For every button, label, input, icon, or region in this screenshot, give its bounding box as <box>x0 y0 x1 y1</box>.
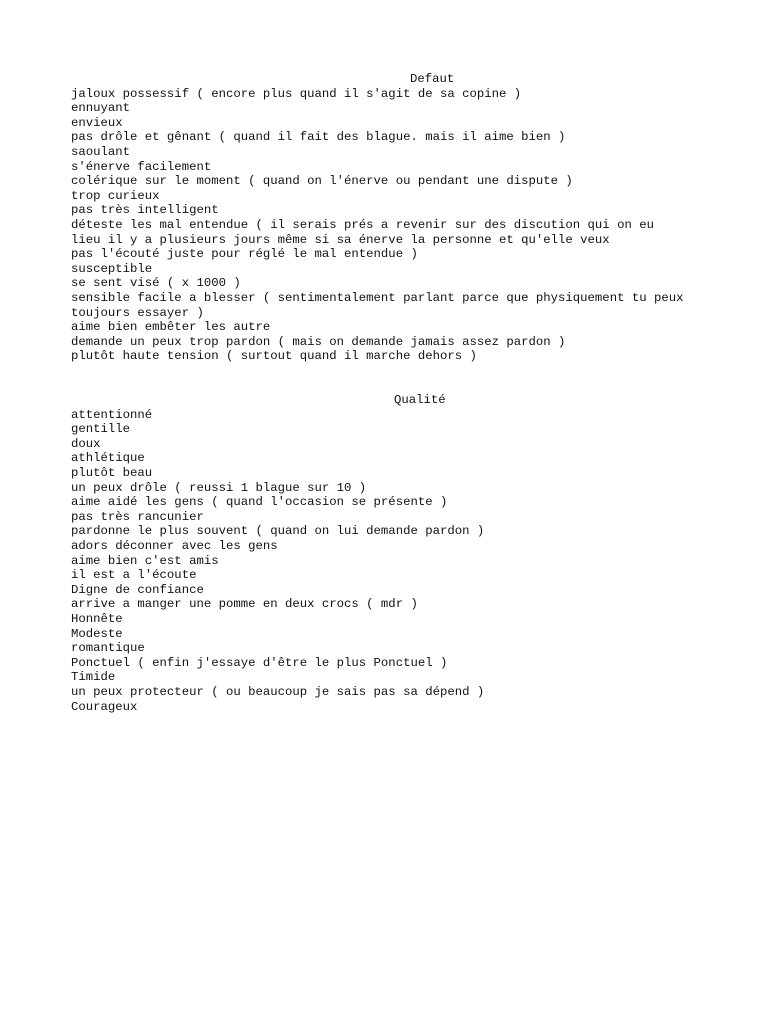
document-page <box>71 72 711 714</box>
list-item: déteste les mal entendue ( il serais prés a revenir sur des discution qui on eu <box>71 217 654 232</box>
list-item: il est a l'écoute <box>71 568 197 583</box>
list-item: pas très rancunier <box>71 509 204 524</box>
list-item: Timide <box>71 670 116 685</box>
list-item: attentionné <box>71 407 153 422</box>
section-title-defaut: Defaut <box>410 72 455 86</box>
list-item: pas très intelligent <box>71 203 219 218</box>
list-item: trop curieux <box>71 188 160 203</box>
list-item: demande un peux trop pardon ( mais on demande jamais assez pardon ) <box>71 334 566 349</box>
list-item: arrive a manger une pomme en deux crocs ( mdr ) <box>71 597 418 612</box>
list-item: plutôt haute tension ( surtout quand il marche dehors ) <box>71 349 477 364</box>
list-item: lieu il y a plusieurs jours même si sa énerve la personne et qu'elle veux <box>71 232 610 247</box>
list-item: un peux drôle ( reussi 1 blague sur 10 ) <box>71 480 367 495</box>
list-item: aime aidé les gens ( quand l'occasion se présente ) <box>71 495 448 510</box>
list-item: susceptible <box>71 261 153 276</box>
list-item: doux <box>71 436 101 451</box>
list-item: aime bien embêter les autre <box>71 320 271 335</box>
list-item: Digne de confiance <box>71 582 204 597</box>
list-item: adors déconner avec les gens <box>71 539 278 553</box>
list-item: un peux protecteur ( ou beaucoup je sais pas sa dépend ) <box>71 684 485 699</box>
list-item: ennuyant <box>71 101 131 116</box>
list-item: gentille <box>71 422 131 437</box>
list-item: aime bien c'est amis <box>71 553 219 568</box>
list-item: Ponctuel ( enfin j'essaye d'être le plus Ponctuel ) <box>71 655 448 670</box>
list-item: colérique sur le moment ( quand on l'énerve ou pendant une dispute ) <box>71 174 573 189</box>
list-item: toujours essayer ) <box>71 305 204 320</box>
list-item: saoulant <box>71 144 131 159</box>
list-item: Honnête <box>71 611 123 626</box>
list-item: envieux <box>71 115 123 130</box>
qualite-list <box>71 408 711 714</box>
list-item: s'énerve facilement <box>71 159 212 174</box>
section-title-qualite: Qualité <box>394 393 446 408</box>
list-item: sensible facile a blesser ( sentimentalement parlant parce que physiquement tu peux <box>71 290 684 305</box>
list-item: Courageux <box>71 699 138 714</box>
list-item: jaloux possessif ( encore plus quand il s'agit de sa copine ) <box>71 86 522 101</box>
defaut-list <box>71 87 711 364</box>
section-spacer <box>71 364 711 393</box>
list-item: se sent visé ( x 1000 ) <box>71 276 241 291</box>
list-item: romantique <box>71 641 145 656</box>
list-item: pas l'écouté juste pour réglé le mal entendue ) <box>71 247 418 262</box>
list-item: pas drôle et gênant ( quand il fait des blague. mais il aime bien ) <box>71 130 566 145</box>
list-item: pardonne le plus souvent ( quand on lui demande pardon ) <box>71 524 485 539</box>
list-item: Modeste <box>71 626 123 641</box>
list-item: plutôt beau <box>71 466 153 481</box>
list-item: athlétique <box>71 451 145 466</box>
